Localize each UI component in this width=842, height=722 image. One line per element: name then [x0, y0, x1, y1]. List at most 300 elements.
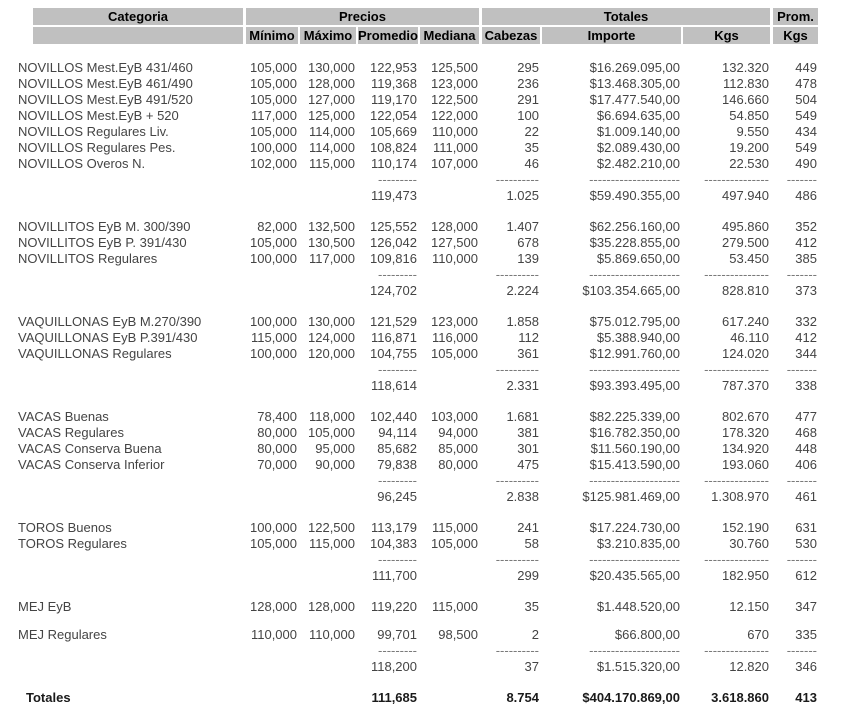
avg-kgs-cell: 344	[795, 346, 817, 361]
dash-separator: ---------	[378, 473, 417, 488]
subtotal-heads-cell: 1.025	[506, 188, 539, 203]
dash-separator: ---------	[378, 643, 417, 658]
table-row	[18, 124, 818, 140]
table-row	[18, 235, 818, 251]
category-cell: NOVILLOS Mest.EyB 461/490	[18, 76, 193, 91]
category-cell: VAQUILLONAS EyB M.270/390	[18, 314, 202, 329]
category-cell	[18, 362, 243, 378]
category-cell: NOVILLITOS Regulares	[18, 251, 158, 266]
dash-separator-row	[18, 643, 818, 659]
category-cell: NOVILLOS Regulares Liv.	[18, 124, 169, 139]
amount-cell: $62.256.160,00	[589, 219, 680, 234]
category-cell: VACAS Conserva Inferior	[18, 457, 165, 472]
heads-cell: 1.407	[506, 219, 539, 234]
price-median-cell: 103,000	[431, 409, 478, 424]
avg-kgs-cell: 631	[795, 520, 817, 535]
subtotal-price-min-cell	[243, 283, 298, 299]
dash-separator: ---------------------	[589, 643, 680, 658]
avg-kgs-cell: 478	[795, 76, 817, 91]
amount-cell: $82.225.339,00	[589, 409, 680, 424]
category-cell: TOROS Buenos	[18, 520, 112, 535]
dash-separator: ---------	[378, 267, 417, 282]
heads-cell: 35	[524, 599, 539, 614]
subtotal-avg-kgs-cell: 346	[795, 659, 817, 674]
table-row	[18, 441, 818, 457]
category-cell: VAQUILLONAS EyB P.391/430	[18, 330, 198, 345]
category-cell	[18, 568, 243, 584]
dash-separator: ---------------	[704, 643, 769, 658]
price-max-cell: 122,500	[308, 520, 355, 535]
kgs-cell: 178.320	[722, 425, 769, 440]
category-cell	[18, 378, 243, 394]
price-max-cell: 130,500	[308, 235, 355, 250]
category-cell: VACAS Conserva Buena	[18, 441, 162, 456]
subtotal-heads-cell: 2.224	[506, 283, 539, 298]
category-cell: TOROS Regulares	[18, 536, 127, 551]
price-avg-cell: 121,529	[370, 314, 417, 329]
kgs-cell: 802.670	[722, 409, 769, 424]
price-min-cell: 100,000	[250, 251, 297, 266]
price-median-cell: 105,000	[431, 536, 478, 551]
subtotal-kgs-cell: 182.950	[722, 568, 769, 583]
subtotal-price-max-cell	[298, 659, 356, 675]
price-max-cell: 110,000	[308, 627, 355, 642]
subtotal-price-max-cell	[298, 568, 356, 584]
heads-cell: 35	[524, 140, 539, 155]
price-min-cell: 105,000	[250, 124, 297, 139]
header-precios-group: Precios	[243, 8, 479, 25]
price-median-cell: 85,000	[438, 441, 478, 456]
amount-cell: $5.388.940,00	[596, 330, 680, 345]
kgs-cell: 124.020	[722, 346, 769, 361]
avg-kgs-cell: 530	[795, 536, 817, 551]
header-kgs: Kgs	[681, 27, 770, 44]
subtotal-avg-kgs-cell: 338	[795, 378, 817, 393]
header-mediana: Mediana	[418, 27, 479, 44]
category-cell: NOVILLOS Overos N.	[18, 156, 146, 171]
price-min-cell: 100,000	[250, 314, 297, 329]
kgs-cell: 670	[747, 627, 769, 642]
amount-cell: $1.448.520,00	[596, 599, 680, 614]
heads-cell: 58	[524, 536, 539, 551]
dash-separator-row	[18, 552, 818, 568]
price-median-cell: 94,000	[438, 425, 478, 440]
subtotal-price-avg-cell: 118,200	[370, 659, 417, 674]
category-cell: NOVILLOS Mest.EyB 491/520	[18, 92, 193, 107]
table-body	[18, 60, 818, 675]
dash-separator: ---------------------	[589, 473, 680, 488]
amount-cell: $35.228.855,00	[589, 235, 680, 250]
price-median-cell: 115,000	[431, 520, 478, 535]
price-avg-cell: 125,552	[370, 219, 417, 234]
avg-kgs-cell: 549	[795, 108, 817, 123]
subtotal-avg-kgs-cell: 486	[795, 188, 817, 203]
price-avg-cell: 102,440	[370, 409, 417, 424]
table-row	[18, 330, 818, 346]
kgs-cell: 22.530	[729, 156, 769, 171]
kgs-cell: 53.450	[729, 251, 769, 266]
category-block	[18, 314, 818, 394]
grand-mediana-cell	[418, 690, 479, 706]
avg-kgs-cell: 412	[795, 330, 817, 345]
subtotal-price-avg-cell: 96,245	[377, 489, 417, 504]
dash-separator	[418, 643, 479, 659]
price-avg-cell: 104,383	[370, 536, 417, 551]
price-median-cell: 80,000	[438, 457, 478, 472]
price-max-cell: 130,000	[308, 60, 355, 75]
price-min-cell: 115,000	[250, 330, 297, 345]
price-avg-cell: 104,755	[370, 346, 417, 361]
price-median-cell: 107,000	[431, 156, 478, 171]
price-min-cell: 105,000	[250, 235, 297, 250]
header-categoria: Categoria	[33, 8, 243, 25]
dash-separator: -------	[786, 552, 817, 567]
subtotal-avg-kgs-cell: 461	[795, 489, 817, 504]
dash-separator-row	[18, 267, 818, 283]
category-cell	[18, 659, 243, 675]
avg-kgs-cell: 347	[795, 599, 817, 614]
price-max-cell: 132,500	[308, 219, 355, 234]
amount-cell: $66.800,00	[614, 627, 680, 642]
subtotal-row	[18, 489, 818, 505]
amount-cell: $5.869.650,00	[596, 251, 680, 266]
dash-separator: -------	[786, 643, 817, 658]
header-promedio: Promedio	[356, 27, 418, 44]
dash-separator	[243, 643, 298, 659]
category-block	[18, 60, 818, 204]
category-cell	[18, 473, 243, 489]
subtotal-price-max-cell	[298, 188, 356, 204]
price-median-cell: 105,000	[431, 346, 478, 361]
kgs-cell: 9.550	[736, 124, 769, 139]
table-row	[18, 457, 818, 473]
category-block	[18, 599, 818, 615]
category-block	[18, 627, 818, 675]
subtotal-price-max-cell	[298, 283, 356, 299]
price-max-cell: 115,000	[308, 536, 355, 551]
price-median-cell: 123,000	[431, 76, 478, 91]
price-median-cell: 128,000	[431, 219, 478, 234]
dash-separator	[418, 172, 479, 188]
price-max-cell: 127,000	[308, 92, 355, 107]
price-avg-cell: 116,871	[370, 330, 417, 345]
header-cabezas: Cabezas	[479, 27, 540, 44]
header-minimo: Mínimo	[243, 27, 298, 44]
heads-cell: 301	[517, 441, 539, 456]
dash-separator	[418, 362, 479, 378]
table-row	[18, 219, 818, 235]
category-cell	[18, 489, 243, 505]
subtotal-row	[18, 568, 818, 584]
price-max-cell: 105,000	[308, 425, 355, 440]
avg-kgs-cell: 468	[795, 425, 817, 440]
amount-cell: $13.468.305,00	[589, 76, 680, 91]
amount-cell: $6.694.635,00	[596, 108, 680, 123]
subtotal-heads-cell: 299	[517, 568, 539, 583]
avg-kgs-cell: 332	[795, 314, 817, 329]
price-avg-cell: 108,824	[370, 140, 417, 155]
table-row	[18, 251, 818, 267]
dash-separator	[298, 267, 356, 283]
subtotal-kgs-cell: 497.940	[722, 188, 769, 203]
heads-cell: 1.681	[506, 409, 539, 424]
price-avg-cell: 122,953	[370, 60, 417, 75]
heads-cell: 381	[517, 425, 539, 440]
avg-kgs-cell: 412	[795, 235, 817, 250]
grand-promedio-cell: 111,685	[371, 690, 417, 705]
subtotal-price-avg-cell: 124,702	[370, 283, 417, 298]
price-median-cell: 98,500	[438, 627, 478, 642]
header-importe: Importe	[540, 27, 681, 44]
dash-separator-row	[18, 362, 818, 378]
grand-total-label: Totales	[26, 690, 71, 705]
dash-separator: ---------------------	[589, 267, 680, 282]
kgs-cell: 279.500	[722, 235, 769, 250]
subtotal-avg-kgs-cell: 612	[795, 568, 817, 583]
dash-separator: -------	[786, 473, 817, 488]
dash-separator	[243, 362, 298, 378]
avg-kgs-cell: 449	[795, 60, 817, 75]
subtotal-price-median-cell	[418, 659, 479, 675]
subtotal-avg-kgs-cell: 373	[795, 283, 817, 298]
heads-cell: 291	[517, 92, 539, 107]
dash-separator: ---------------------	[589, 362, 680, 377]
price-min-cell: 100,000	[250, 520, 297, 535]
amount-cell: $15.413.590,00	[589, 457, 680, 472]
dash-separator: ---------------------	[589, 552, 680, 567]
avg-kgs-cell: 335	[795, 627, 817, 642]
heads-cell: 361	[517, 346, 539, 361]
price-max-cell: 115,000	[308, 156, 355, 171]
category-cell: NOVILLITOS EyB M. 300/390	[18, 219, 191, 234]
dash-separator: -------	[786, 172, 817, 187]
grand-max-cell	[298, 690, 356, 706]
heads-cell: 475	[517, 457, 539, 472]
kgs-cell: 132.320	[722, 60, 769, 75]
amount-cell: $2.482.210,00	[596, 156, 680, 171]
dash-separator	[243, 473, 298, 489]
dash-separator	[243, 552, 298, 568]
subtotal-row	[18, 188, 818, 204]
dash-separator: ---------------	[704, 473, 769, 488]
heads-cell: 22	[524, 124, 539, 139]
dash-separator: ---------------------	[589, 172, 680, 187]
price-max-cell: 114,000	[308, 124, 355, 139]
price-max-cell: 125,000	[308, 108, 355, 123]
subtotal-price-min-cell	[243, 489, 298, 505]
price-median-cell: 110,000	[431, 124, 478, 139]
category-cell: VAQUILLONAS Regulares	[18, 346, 172, 361]
price-median-cell: 122,000	[431, 108, 478, 123]
price-avg-cell: 119,220	[370, 599, 417, 614]
table-row	[18, 156, 818, 172]
price-median-cell: 127,500	[431, 235, 478, 250]
price-min-cell: 105,000	[250, 536, 297, 551]
heads-cell: 678	[517, 235, 539, 250]
subtotal-kgs-cell: 12.820	[729, 659, 769, 674]
subtotal-heads-cell: 2.838	[506, 489, 539, 504]
subtotal-price-min-cell	[243, 659, 298, 675]
price-avg-cell: 94,114	[378, 425, 417, 440]
amount-cell: $16.782.350,00	[589, 425, 680, 440]
table-row	[18, 76, 818, 92]
dash-separator-row	[18, 473, 818, 489]
kgs-cell: 495.860	[722, 219, 769, 234]
price-max-cell: 130,000	[308, 314, 355, 329]
table-row	[18, 140, 818, 156]
category-cell	[18, 643, 243, 659]
heads-cell: 46	[524, 156, 539, 171]
kgs-cell: 112.830	[722, 76, 769, 91]
heads-cell: 241	[517, 520, 539, 535]
kgs-cell: 46.110	[730, 330, 769, 345]
amount-cell: $17.224.730,00	[589, 520, 680, 535]
dash-separator: ---------------	[704, 267, 769, 282]
price-median-cell: 125,500	[431, 60, 478, 75]
dash-separator	[243, 172, 298, 188]
dash-separator	[418, 267, 479, 283]
amount-cell: $75.012.795,00	[589, 314, 680, 329]
heads-cell: 139	[517, 251, 539, 266]
kgs-cell: 193.060	[722, 457, 769, 472]
avg-kgs-cell: 504	[795, 92, 817, 107]
amount-cell: $2.089.430,00	[596, 140, 680, 155]
price-min-cell: 100,000	[250, 140, 297, 155]
price-min-cell: 105,000	[250, 60, 297, 75]
price-median-cell: 115,000	[431, 599, 478, 614]
dash-separator	[418, 473, 479, 489]
header-sub-row	[18, 27, 818, 44]
dash-separator: ----------	[495, 267, 539, 282]
amount-cell: $3.210.835,00	[596, 536, 680, 551]
heads-cell: 100	[517, 108, 539, 123]
header-prom-kgs: Kgs	[770, 27, 818, 44]
subtotal-price-median-cell	[418, 568, 479, 584]
grand-min-cell	[243, 690, 298, 706]
price-min-cell: 80,000	[257, 441, 297, 456]
grand-cabezas-cell: 8.754	[506, 690, 539, 705]
kgs-cell: 617.240	[722, 314, 769, 329]
avg-kgs-cell: 549	[795, 140, 817, 155]
price-avg-cell: 79,838	[377, 457, 417, 472]
amount-cell: $11.560.190,00	[590, 441, 680, 456]
dash-separator: ---------------	[704, 362, 769, 377]
price-avg-cell: 126,042	[370, 235, 417, 250]
header-totales-group: Totales	[479, 8, 770, 25]
grand-total-row	[18, 690, 818, 706]
price-min-cell: 78,400	[257, 409, 297, 424]
dash-separator: -------	[786, 267, 817, 282]
subtotal-row	[18, 283, 818, 299]
subtotal-price-avg-cell: 118,614	[370, 378, 417, 393]
table-row	[18, 599, 818, 615]
subtotal-heads-cell: 2.331	[506, 378, 539, 393]
header-prom-group: Prom.	[770, 8, 818, 25]
table-row	[18, 92, 818, 108]
dash-separator: ----------	[495, 643, 539, 658]
avg-kgs-cell: 352	[795, 219, 817, 234]
kgs-cell: 134.920	[722, 441, 769, 456]
price-min-cell: 100,000	[250, 346, 297, 361]
subtotal-amount-cell: $125.981.469,00	[582, 489, 680, 504]
dash-separator	[298, 552, 356, 568]
subtotal-kgs-cell: 1.308.970	[711, 489, 769, 504]
subtotal-amount-cell: $93.393.495,00	[589, 378, 680, 393]
table-row	[18, 346, 818, 362]
category-cell	[18, 172, 243, 188]
price-median-cell: 123,000	[431, 314, 478, 329]
price-max-cell: 128,000	[308, 76, 355, 91]
price-min-cell: 82,000	[257, 219, 297, 234]
dash-separator: ---------------	[704, 172, 769, 187]
avg-kgs-cell: 434	[795, 124, 817, 139]
dash-separator: ----------	[495, 172, 539, 187]
subtotal-price-median-cell	[418, 188, 479, 204]
amount-cell: $12.991.760,00	[589, 346, 680, 361]
table-row	[18, 409, 818, 425]
price-max-cell: 90,000	[315, 457, 355, 472]
avg-kgs-cell: 490	[795, 156, 817, 171]
category-cell: NOVILLITOS EyB P. 391/430	[18, 235, 187, 250]
dash-separator-row	[18, 172, 818, 188]
table-header	[18, 8, 818, 44]
subtotal-price-max-cell	[298, 378, 356, 394]
price-max-cell: 128,000	[308, 599, 355, 614]
table-row	[18, 314, 818, 330]
category-cell: MEJ EyB	[18, 599, 72, 614]
subtotal-price-min-cell	[243, 378, 298, 394]
heads-cell: 1.858	[506, 314, 539, 329]
subtotal-price-median-cell	[418, 378, 479, 394]
price-median-cell: 110,000	[431, 251, 478, 266]
category-cell: MEJ Regulares	[18, 627, 107, 642]
dash-separator	[243, 267, 298, 283]
kgs-cell: 146.660	[722, 92, 769, 107]
table-row	[18, 108, 818, 124]
category-block	[18, 409, 818, 505]
price-avg-cell: 119,368	[370, 76, 417, 91]
subtotal-price-median-cell	[418, 283, 479, 299]
subtotal-price-avg-cell: 111,700	[371, 568, 417, 583]
dash-separator: ---------	[378, 552, 417, 567]
subtotal-amount-cell: $20.435.565,00	[589, 568, 680, 583]
kgs-cell: 152.190	[722, 520, 769, 535]
price-median-cell: 122,500	[431, 92, 478, 107]
kgs-cell: 30.760	[729, 536, 769, 551]
dash-separator: ---------	[378, 172, 417, 187]
heads-cell: 2	[531, 627, 539, 642]
price-avg-cell: 105,669	[370, 124, 417, 139]
price-avg-cell: 85,682	[377, 441, 417, 456]
dash-separator	[418, 552, 479, 568]
kgs-cell: 54.850	[729, 108, 769, 123]
price-max-cell: 95,000	[315, 441, 355, 456]
price-max-cell: 118,000	[308, 409, 355, 424]
heads-cell: 236	[517, 76, 539, 91]
header-maximo: Máximo	[298, 27, 356, 44]
avg-kgs-cell: 477	[795, 409, 817, 424]
price-min-cell: 70,000	[257, 457, 297, 472]
dash-separator: ---------	[378, 362, 417, 377]
category-cell: NOVILLOS Mest.EyB 431/460	[18, 60, 193, 75]
dash-separator: ----------	[495, 473, 539, 488]
price-min-cell: 105,000	[250, 76, 297, 91]
avg-kgs-cell: 385	[795, 251, 817, 266]
price-avg-cell: 109,816	[370, 251, 417, 266]
category-cell: VACAS Regulares	[18, 425, 124, 440]
category-block	[18, 219, 818, 299]
header-group-row	[18, 8, 818, 25]
